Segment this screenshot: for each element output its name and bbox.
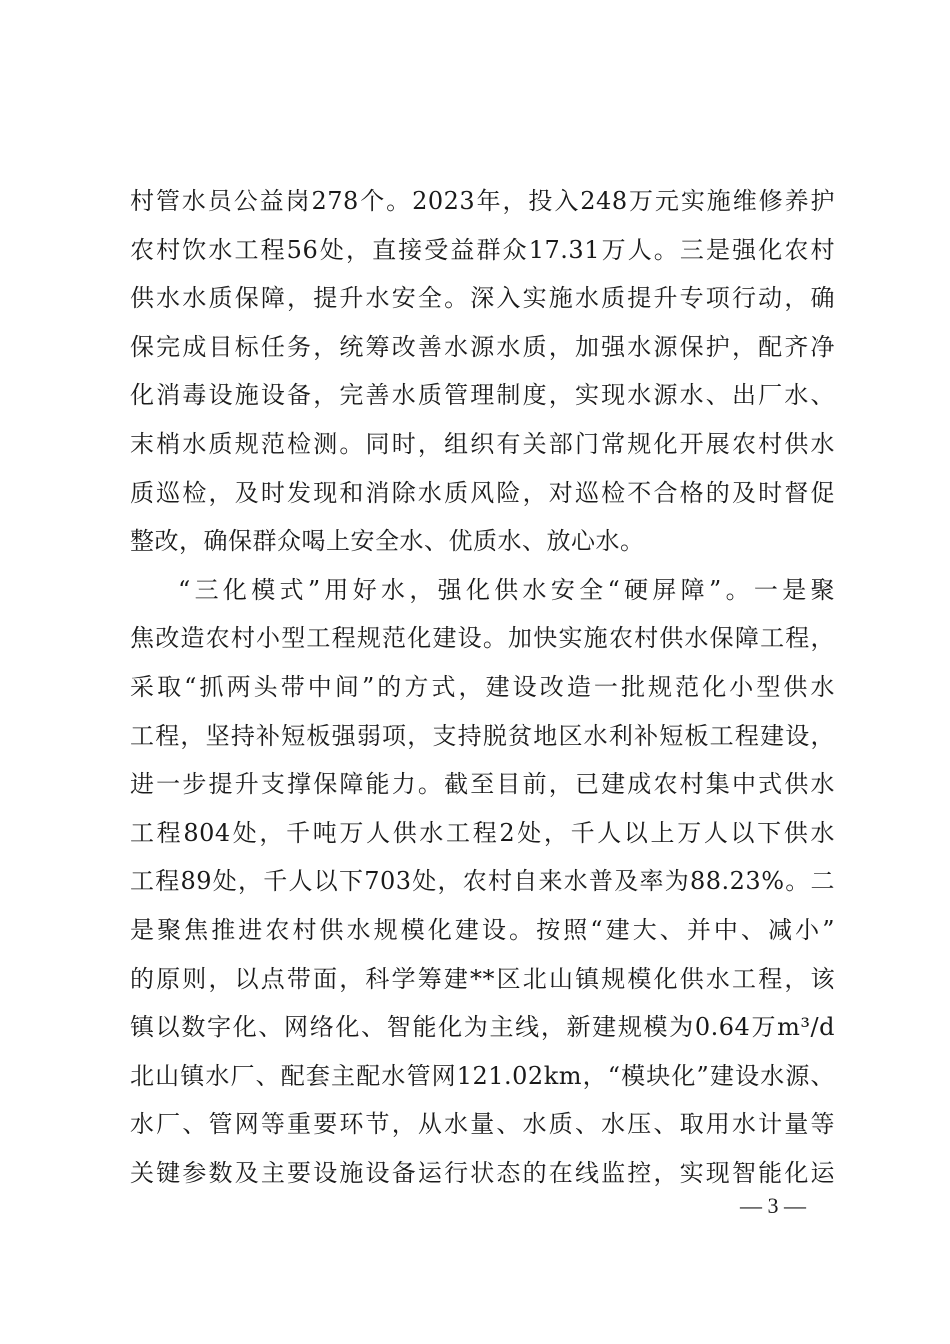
text-line: 质巡检，及时发现和消除水质风险，对巡检不合格的及时督促 (130, 478, 835, 507)
page-number: — 3 — (740, 1193, 806, 1218)
text-line: 是聚焦推进农村供水规模化建设。按照“建大、并中、减小” (130, 915, 835, 944)
text-line: 工程89处，千人以下703处，农村自来水普及率为88.23%。二 (130, 867, 835, 896)
text-line: 镇以数字化、网络化、智能化为主线，新建规模为0.64万m³/d (130, 1013, 835, 1042)
text-line: 化消毒设施设备，完善水质管理制度，实现水源水、出厂水、 (130, 381, 835, 410)
text-line: 关键参数及主要设施设备运行状态的在线监控，实现智能化运 (130, 1158, 835, 1187)
text-line: 工程804处，千吨万人供水工程2处，千人以上万人以下供水 (130, 818, 835, 847)
text-line: 农村饮水工程56处，直接受益群众17.31万人。三是强化农村 (130, 235, 835, 264)
text-line: 供水水质保障，提升水安全。深入实施水质提升专项行动，确 (130, 284, 835, 313)
text-line: 村管水员公益岗278个。2023年，投入248万元实施维修养护 (130, 187, 835, 215)
paragraph-start-line: “三化模式”用好水，强化供水安全“硬屏障”。一是聚 (178, 575, 835, 604)
text-line: 的原则，以点带面，科学筹建**区北山镇规模化供水工程，该 (130, 964, 835, 993)
text-line: 采取“抓两头带中间”的方式，建设改造一批规范化小型供水 (130, 672, 835, 701)
text-line: 进一步提升支撑保障能力。截至目前，已建成农村集中式供水 (130, 770, 835, 799)
text-line: 工程，坚持补短板强弱项，支持脱贫地区水利补短板工程建设， (130, 721, 835, 750)
text-line: 末梢水质规范检测。同时，组织有关部门常规化开展农村供水 (130, 429, 835, 458)
text-line: 整改，确保群众喝上安全水、优质水、放心水。 (130, 527, 645, 556)
text-line: 水厂、管网等重要环节，从水量、水质、水压、取用水计量等 (130, 1110, 835, 1139)
text-line: 北山镇水厂、配套主配水管网121.02km，“模块化”建设水源、 (130, 1061, 835, 1090)
body-text (130, 177, 835, 1197)
text-line: 保完成目标任务，统筹改善水源水质，加强水源保护，配齐净 (130, 332, 835, 361)
text-line: 焦改造农村小型工程规范化建设。加快实施农村供水保障工程， (130, 624, 835, 653)
